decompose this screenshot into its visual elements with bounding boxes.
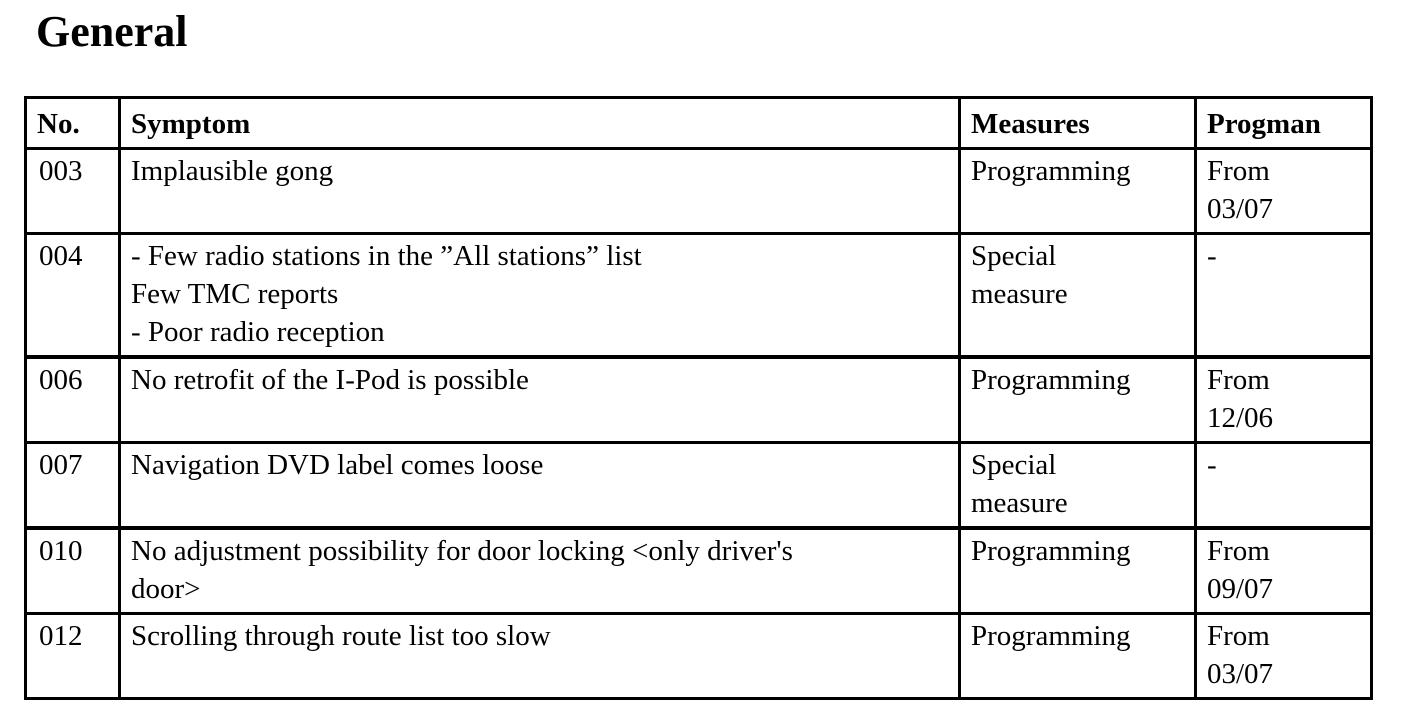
cell-symptom [120,443,960,529]
symptom-line: Implausible gong [131,155,334,187]
progman-line: From [1207,155,1270,187]
cell-progman [1196,443,1372,529]
measures-line: measure [971,487,1068,519]
table-row [26,357,1372,443]
measures-line: Special [971,240,1057,272]
progman-line: From [1207,620,1270,652]
progman-line: 12/06 [1207,402,1274,434]
progman-line: 09/07 [1207,573,1274,605]
cell-no: 004 [26,234,120,358]
cell-no: 007 [26,443,120,529]
progman-line: - [1207,240,1217,272]
table-row [26,614,1372,699]
symptom-line: - Poor radio reception [131,316,385,348]
symptom-line: No adjustment possibility for door locking <only driver's [131,535,793,567]
cell-progman [1196,528,1372,614]
measures-line: Programming [971,535,1131,567]
cell-measures [960,234,1196,358]
cell-measures [960,528,1196,614]
cell-symptom [120,149,960,234]
symptom-line: Navigation DVD label comes loose [131,449,544,481]
cell-progman [1196,149,1372,234]
cell-progman [1196,234,1372,358]
measures-line: Programming [971,620,1131,652]
cell-symptom [120,357,960,443]
section-heading: General [36,7,188,56]
symptom-line: Scrolling through route list too slow [131,620,551,652]
cell-symptom [120,614,960,699]
progman-line: 03/07 [1207,658,1274,690]
header-progman: Progman [1196,98,1372,149]
symptom-line: No retrofit of the I-Pod is possible [131,364,529,396]
cell-measures [960,614,1196,699]
progman-line: - [1207,449,1217,481]
cell-measures [960,357,1196,443]
table-row [26,234,1372,358]
cell-no: 006 [26,357,120,443]
header-measures: Measures [960,98,1196,149]
cell-symptom [120,528,960,614]
symptom-line: Few TMC reports [131,278,339,310]
header-no: No. [26,98,120,149]
table-header-row [26,98,1372,149]
cell-measures [960,443,1196,529]
table-row [26,528,1372,614]
symptom-line: door> [131,573,201,605]
cell-no: 010 [26,528,120,614]
cell-no: 012 [26,614,120,699]
progman-line: From [1207,535,1270,567]
measures-line: Programming [971,155,1131,187]
table-row [26,149,1372,234]
progman-line: 03/07 [1207,193,1274,225]
symptom-line: - Few radio stations in the ”All stations” list [131,240,642,272]
measures-line: measure [971,278,1068,310]
cell-progman [1196,614,1372,699]
measures-line: Special [971,449,1057,481]
symptom-table [24,96,1373,700]
cell-no: 003 [26,149,120,234]
table-row [26,443,1372,529]
header-symptom: Symptom [120,98,960,149]
cell-symptom [120,234,960,358]
measures-line: Programming [971,364,1131,396]
cell-measures [960,149,1196,234]
progman-line: From [1207,364,1270,396]
cell-progman [1196,357,1372,443]
